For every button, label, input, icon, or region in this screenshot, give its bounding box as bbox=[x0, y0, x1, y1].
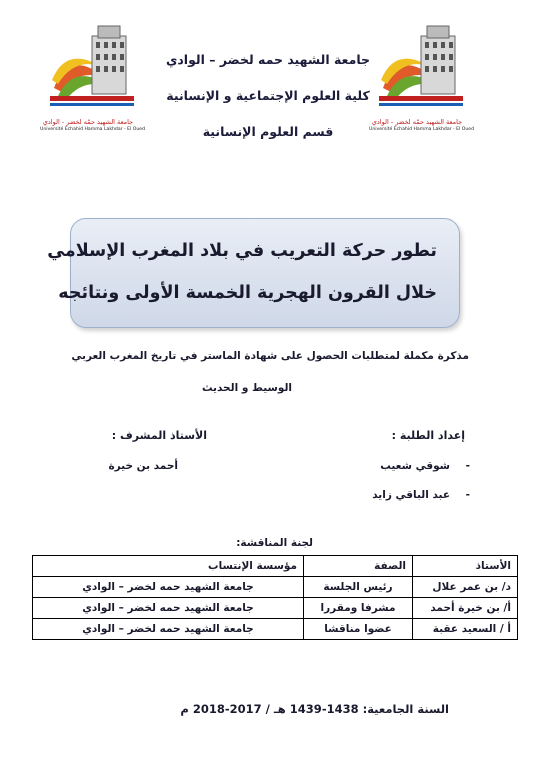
logo-caption-arabic: جامعة الشهيد حمّه لخضر - الوادي bbox=[42, 118, 134, 126]
thesis-title-line-2: خلال القرون الهجرية الخمسة الأولى ونتائجه bbox=[58, 283, 437, 303]
supervisor-name: أحمد بن خيرة bbox=[108, 460, 178, 472]
table-row bbox=[33, 598, 518, 619]
table-row bbox=[33, 577, 518, 598]
jury-professor: د/ بن عمر علال bbox=[413, 577, 518, 598]
jury-institution: جامعة الشهيد حمه لخضر – الوادي bbox=[33, 598, 304, 619]
logo-caption-french: Université Echahid Hamma Lakhdar - El Oued bbox=[369, 127, 475, 132]
jury-label: لجنة المناقشة: bbox=[236, 537, 313, 549]
student-name-2: عبد الباقي زايد bbox=[372, 489, 450, 501]
faculty-name: كلية العلوم الإجتماعية و الإنسانية bbox=[166, 88, 370, 103]
university-logo-right bbox=[369, 18, 475, 132]
jury-institution: جامعة الشهيد حمه لخضر – الوادي bbox=[33, 619, 304, 640]
department-name: قسم العلوم الإنسانية bbox=[202, 124, 334, 139]
university-name: جامعة الشهيد حمه لخضر – الوادي bbox=[165, 52, 371, 67]
supervisor-label: الأستاذ المشرف : bbox=[111, 429, 207, 442]
logo-caption-french: Université Echahid Hamma Lakhdar - El Oued bbox=[40, 127, 146, 132]
jury-header-role: الصفة bbox=[304, 556, 413, 577]
students-label: إعداد الطلبة : bbox=[391, 429, 465, 442]
student-dash-2: - bbox=[465, 489, 470, 501]
jury-table bbox=[32, 555, 518, 640]
jury-header-institution: مؤسسة الإنتساب bbox=[33, 556, 304, 577]
thesis-purpose-line-1: مذكرة مكملة لمتطلبات الحصول على شهادة الماستر في تاريخ المغرب العربي bbox=[71, 350, 469, 362]
logo-caption-arabic: جامعة الشهيد حمّه لخضر - الوادي bbox=[371, 118, 463, 126]
jury-professor: أ / السعيد عقبة bbox=[413, 619, 518, 640]
jury-table-header-row bbox=[33, 556, 518, 577]
table-row bbox=[33, 619, 518, 640]
student-dash-1: - bbox=[465, 460, 470, 472]
academic-year: السنة الجامعية: 1438-1439 هـ / 2017-2018 م bbox=[180, 702, 449, 716]
jury-role: مشرفا ومقررا bbox=[304, 598, 413, 619]
jury-professor: أ/ بن خيرة أحمد bbox=[413, 598, 518, 619]
jury-header-professor: الأستاذ bbox=[413, 556, 518, 577]
thesis-title-line-1: تطور حركة التعريب في بلاد المغرب الإسلامي bbox=[47, 241, 437, 261]
jury-role: عضوا مناقشا bbox=[304, 619, 413, 640]
jury-institution: جامعة الشهيد حمه لخضر – الوادي bbox=[33, 577, 304, 598]
student-name-1: شوقي شعيب bbox=[380, 460, 450, 472]
thesis-title-box bbox=[47, 218, 460, 328]
university-logo-left bbox=[40, 18, 146, 132]
thesis-purpose-line-2: الوسيط و الحديث bbox=[201, 382, 292, 394]
jury-role: رئيس الجلسة bbox=[304, 577, 413, 598]
